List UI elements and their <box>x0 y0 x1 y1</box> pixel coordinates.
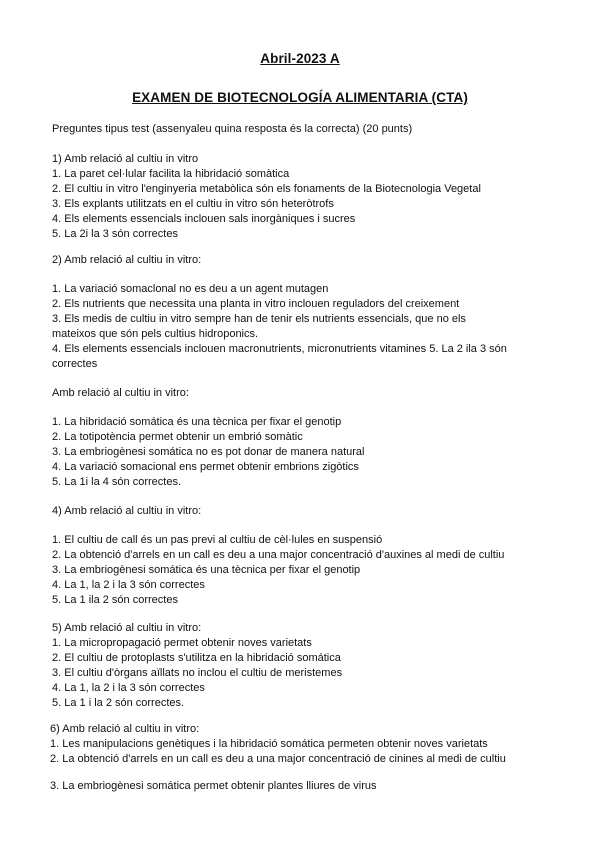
instructions-text: Preguntes tipus test (assenyaleu quina resposta és la correcta) (20 punts) <box>52 123 413 135</box>
option-item: 3. La embriogènesi somática no es pot donar de manera natural <box>52 446 365 458</box>
options-list <box>52 167 552 242</box>
exam-title: EXAMEN DE BIOTECNOLOGÍA ALIMENTARIA (CTA) <box>132 90 468 105</box>
question-5 <box>52 621 552 711</box>
option-item: 2. El cultiu de protoplasts s'utilitza en la hibridació somática <box>52 652 341 664</box>
option-item: 5. La 1i la 4 són correctes. <box>52 476 182 488</box>
option-item: 1. El cultiu de call és un pas previ al cultiu de cèl·lules en suspensió <box>52 534 383 546</box>
option-item: 4. Els elements essencials inclouen macronutrients, micronutrients vitamines 5. La 2 ila 3 són correctes <box>52 343 507 370</box>
option-item: 2. La obtenció d'arrels en un call es deu a una major concentració d'auxines al medi de cultiu <box>52 549 505 561</box>
option-item: 3. Els explants utilitzats en el cultiu in vitro són heteròtrofs <box>52 198 334 210</box>
option-item: 2. La obtenció d'arrels en un call es deu a una major concentració de cinines al medi de cultiu <box>50 753 506 765</box>
option-item: 1. Les manipulacions genètiques i la hibridació somática permeten obtenir noves varietats <box>50 738 488 750</box>
question-2 <box>52 253 552 372</box>
options-list <box>52 282 552 372</box>
option-item: 2. Els nutrients que necessita una planta in vitro inclouen reguladors del creixement <box>52 298 460 310</box>
options-list <box>52 636 552 711</box>
option-item: 4. La 1, la 2 i la 3 són correctes <box>52 682 205 694</box>
option-item: 4. Els elements essencials inclouen sals inorgàniques i sucres <box>52 213 356 225</box>
option-item: 5. La 1 i la 2 són correctes. <box>52 697 185 709</box>
exam-date-heading: Abril-2023 A <box>260 51 340 66</box>
option-item: 3. La embriogènesi somática permet obtenir plantes lliures de virus <box>50 780 377 792</box>
option-item: 4. La 1, la 2 i la 3 són correctes <box>52 579 205 591</box>
question-prompt: 2) Amb relació al cultiu in vitro: <box>52 254 202 266</box>
question-prompt: Amb relació al cultiu in vitro: <box>52 387 189 399</box>
option-item: 1. La paret cel·lular facilita la hibridació somàtica <box>52 168 290 180</box>
option-item: 2. El cultiu in vitro l'enginyeria metabòlica són els fonaments de la Biotecnologia Vegetal <box>52 183 481 195</box>
option-item: 1. La micropropagació permet obtenir noves varietats <box>52 637 312 649</box>
option-item: 1. La variació somaclonal no es deu a un agent mutagen <box>52 283 329 295</box>
option-item: 3. Els medis de cultiu in vitro sempre han de tenir els nutrients essencials, que no els mateixos que són pels cultius hidroponics. <box>52 313 466 340</box>
option-item: 5. La 1 ila 2 són correctes <box>52 594 178 606</box>
options-list <box>52 533 552 608</box>
option-item: 2. La totipotència permet obtenir un embrió somàtic <box>52 431 303 443</box>
question-1 <box>52 152 552 242</box>
option-item: 5. La 2i la 3 són correctes <box>52 228 178 240</box>
question-prompt: 1) Amb relació al cultiu in vitro <box>52 153 199 165</box>
question-prompt: 5) Amb relació al cultiu in vitro: <box>52 622 202 634</box>
option-item: 3. La embriogènesi somática és una tècnica per fixar el genotip <box>52 564 361 576</box>
option-item: 1. La hibridació somática és una tècnica per fixar el genotip <box>52 416 342 428</box>
question-prompt: 6) Amb relació al cultiu in vitro: <box>50 723 200 735</box>
options-list <box>52 415 552 490</box>
option-item: 4. La variació somacional ens permet obtenir embrions zigòtics <box>52 461 359 473</box>
question-4 <box>52 504 552 608</box>
option-item: 3. El cultiu d'òrgans aïllats no inclou el cultiu de meristemes <box>52 667 343 679</box>
question-3 <box>52 386 552 490</box>
options-list <box>50 737 550 794</box>
question-prompt: 4) Amb relació al cultiu in vitro: <box>52 505 202 517</box>
question-6 <box>50 722 550 794</box>
